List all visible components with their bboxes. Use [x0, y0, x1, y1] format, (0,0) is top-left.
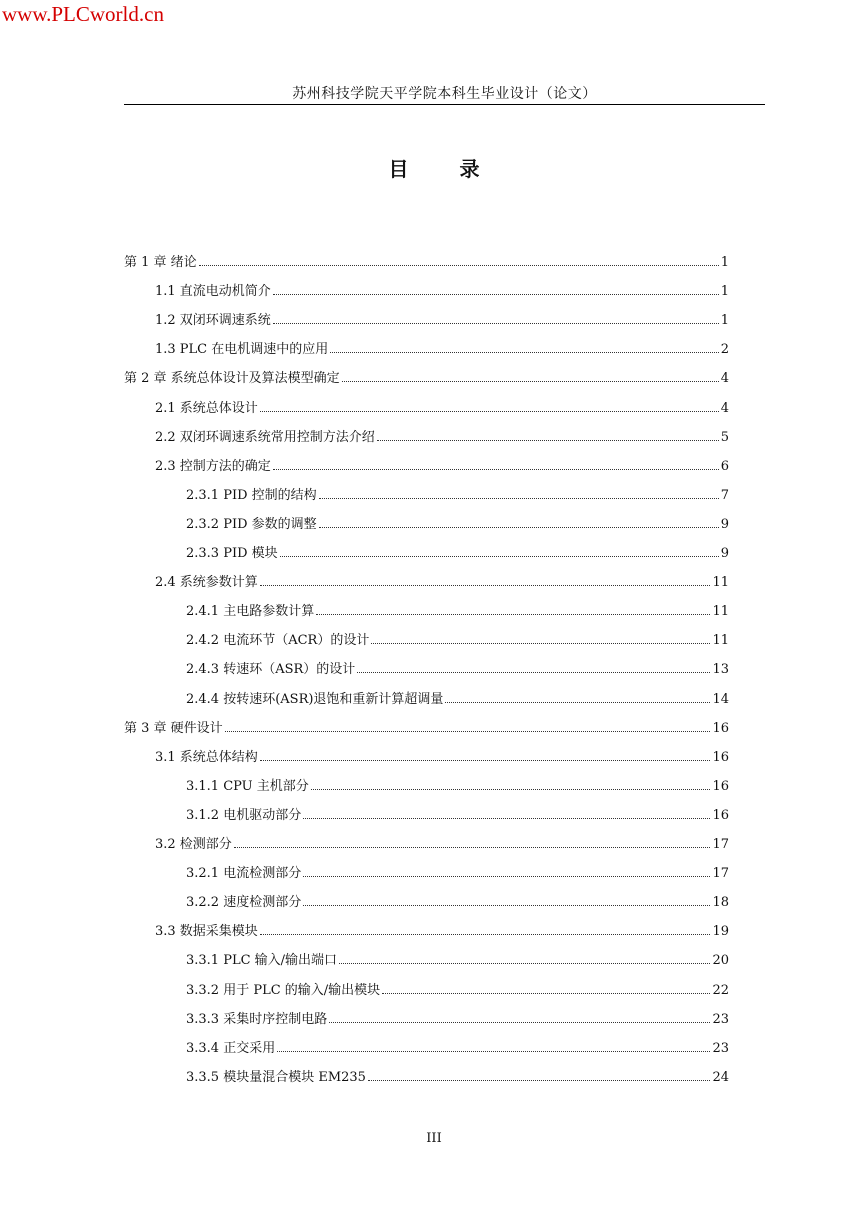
toc-entry-page: 17	[712, 866, 729, 882]
toc-entry-label: 2.3.1 PID 控制的结构	[186, 487, 317, 503]
toc-entry-level-3[interactable]	[186, 804, 729, 828]
dot-leader	[316, 600, 710, 615]
toc-entry-level-1[interactable]	[124, 367, 729, 391]
toc-entry-level-2[interactable]	[155, 920, 729, 944]
dot-leader	[382, 979, 710, 994]
dot-leader	[260, 397, 719, 412]
toc-entry-label: 3.2 检测部分	[155, 837, 232, 852]
dot-leader	[280, 542, 719, 557]
toc-entry-page: 23	[712, 1040, 729, 1056]
toc-entry-label: 1.1 直流电动机简介	[155, 284, 271, 300]
toc-entry-label: 3.1.1 CPU 主机部分	[186, 778, 309, 794]
toc-entry-page: 4	[720, 400, 729, 416]
dot-leader	[339, 949, 710, 964]
toc-entry-page: 23	[712, 1011, 729, 1027]
toc-entry-page: 9	[720, 516, 729, 532]
toc-entry-page: 20	[712, 953, 729, 969]
toc-entry-page: 5	[720, 429, 729, 445]
dot-leader	[277, 1037, 710, 1052]
toc-entry-label: 第 1 章 绪论	[124, 255, 197, 270]
dot-leader	[445, 688, 710, 703]
dot-leader	[225, 717, 711, 732]
toc-entry-page: 2	[720, 342, 729, 358]
dot-leader	[329, 1008, 710, 1023]
toc-entry-label: 2.2 双闭环调速系统常用控制方法介绍	[155, 429, 375, 445]
toc-entry-label: 2.4 系统参数计算	[155, 575, 258, 591]
dot-leader	[303, 804, 710, 819]
toc-entry-level-3[interactable]	[186, 600, 729, 624]
toc-entry-level-3[interactable]	[186, 979, 729, 1003]
toc-entry-level-2[interactable]	[155, 455, 729, 479]
toc-entry-level-2[interactable]	[155, 426, 729, 450]
toc-entry-level-3[interactable]	[186, 862, 729, 886]
header-rule	[124, 104, 765, 105]
toc-entry-page: 16	[712, 749, 729, 765]
toc-entry-level-3[interactable]	[186, 949, 729, 973]
toc-entry-level-3[interactable]	[186, 688, 729, 712]
toc-title: 目 录	[388, 157, 502, 181]
toc-entry-page: 11	[712, 575, 729, 591]
toc-entry-label: 第 2 章 系统总体设计及算法模型确定	[124, 371, 340, 387]
dot-leader	[273, 280, 719, 295]
toc-entry-level-3[interactable]	[186, 1008, 729, 1032]
dot-leader	[357, 658, 710, 673]
toc-entry-label: 3.3.5 模块量混合模块 EM235	[186, 1069, 366, 1085]
toc-entry-level-3[interactable]	[186, 775, 729, 799]
toc-entry-label: 2.4.1 主电路参数计算	[186, 604, 315, 620]
toc-entry-label: 3.3.4 正交采用	[186, 1040, 276, 1056]
toc-entry-page: 7	[720, 487, 729, 503]
toc-entry-page: 14	[712, 691, 729, 707]
toc-entry-page: 1	[720, 284, 729, 300]
toc-entry-page: 13	[712, 662, 729, 678]
dot-leader	[273, 309, 719, 324]
running-header: 苏州科技学院天平学院本科生毕业设计（论文）	[292, 86, 597, 102]
toc-entry-level-2[interactable]	[155, 280, 729, 304]
dot-leader	[303, 862, 710, 877]
toc-entry-level-1[interactable]	[124, 251, 729, 275]
toc-entry-label: 2.1 系统总体设计	[155, 400, 258, 416]
toc-entry-label: 3.3.3 采集时序控制电路	[186, 1011, 328, 1027]
dot-leader	[199, 251, 719, 266]
toc-entry-page: 18	[712, 895, 729, 911]
toc-entry-label: 3.1 系统总体结构	[155, 749, 258, 765]
toc-entry-label: 3.2.2 速度检测部分	[186, 895, 302, 911]
toc-entry-page: 16	[712, 720, 729, 736]
toc-entry-label: 3.3.2 用于 PLC 的输入/输出模块	[186, 982, 381, 998]
toc-entry-level-3[interactable]	[186, 513, 729, 537]
toc-entry-level-2[interactable]	[155, 746, 729, 770]
toc-entry-label: 1.2 双闭环调速系统	[155, 313, 271, 329]
toc-entry-label: 2.3.3 PID 模块	[186, 546, 278, 561]
dot-leader	[260, 746, 711, 761]
toc-entry-level-3[interactable]	[186, 1066, 729, 1090]
watermark-url[interactable]: www.PLCworld.cn	[2, 2, 164, 26]
toc-entry-label: 3.1.2 电机驱动部分	[186, 807, 302, 823]
dot-leader	[319, 513, 719, 528]
toc-entry-page: 22	[712, 982, 729, 998]
toc-entry-page: 16	[712, 807, 729, 823]
toc-entry-level-2[interactable]	[155, 338, 729, 362]
toc-entry-label: 第 3 章 硬件设计	[124, 720, 223, 736]
toc-entry-level-3[interactable]	[186, 891, 729, 915]
dot-leader	[342, 367, 719, 382]
dot-leader	[311, 775, 711, 790]
toc-entry-label: 2.4.3 转速环（ASR）的设计	[186, 662, 356, 678]
dot-leader	[234, 833, 711, 848]
toc-entry-level-2[interactable]	[155, 833, 729, 857]
toc-entry-label: 1.3 PLC 在电机调速中的应用	[155, 342, 329, 358]
toc-entry-label: 2.4.4 按转速环(ASR)退饱和重新计算超调量	[186, 691, 444, 707]
dot-leader	[371, 629, 710, 644]
dot-leader	[368, 1066, 710, 1081]
dot-leader	[330, 338, 718, 353]
dot-leader	[260, 571, 711, 586]
toc-entry-page: 19	[712, 924, 729, 940]
dot-leader	[273, 455, 719, 470]
toc-entry-page: 4	[720, 371, 729, 387]
toc-entry-page: 11	[712, 633, 729, 649]
dot-leader	[303, 891, 710, 906]
toc-entry-page: 11	[712, 604, 729, 620]
toc-entry-label: 2.4.2 电流环节（ACR）的设计	[186, 633, 370, 649]
dot-leader	[377, 426, 719, 441]
toc-entry-level-3[interactable]	[186, 629, 729, 653]
toc-entry-page: 16	[712, 778, 729, 794]
toc-entry-level-3[interactable]	[186, 658, 729, 682]
toc-entry-page: 6	[720, 458, 729, 474]
toc-entry-label: 3.3 数据采集模块	[155, 924, 258, 940]
toc-entry-page: 24	[712, 1069, 729, 1085]
page-number: III	[426, 1131, 442, 1146]
toc-entry-label: 2.3.2 PID 参数的调整	[186, 516, 317, 532]
toc-entry-level-3[interactable]	[186, 1037, 729, 1061]
toc-entry-level-1[interactable]	[124, 717, 729, 741]
toc-entry-page: 1	[720, 255, 729, 270]
toc-entry-page: 1	[720, 313, 729, 329]
toc-entry-level-2[interactable]	[155, 397, 729, 421]
toc-entry-label: 3.3.1 PLC 输入/输出端口	[186, 953, 338, 969]
toc-entry-level-2[interactable]	[155, 571, 729, 595]
dot-leader	[260, 920, 711, 935]
toc-entry-level-3[interactable]	[186, 484, 729, 508]
toc-entry-page: 17	[712, 837, 729, 852]
toc-entry-level-3[interactable]	[186, 542, 729, 566]
toc-entry-label: 3.2.1 电流检测部分	[186, 866, 302, 882]
toc-entry-page: 9	[720, 546, 729, 561]
toc-entry-level-2[interactable]	[155, 309, 729, 333]
dot-leader	[319, 484, 719, 499]
toc-entry-label: 2.3 控制方法的确定	[155, 458, 271, 474]
